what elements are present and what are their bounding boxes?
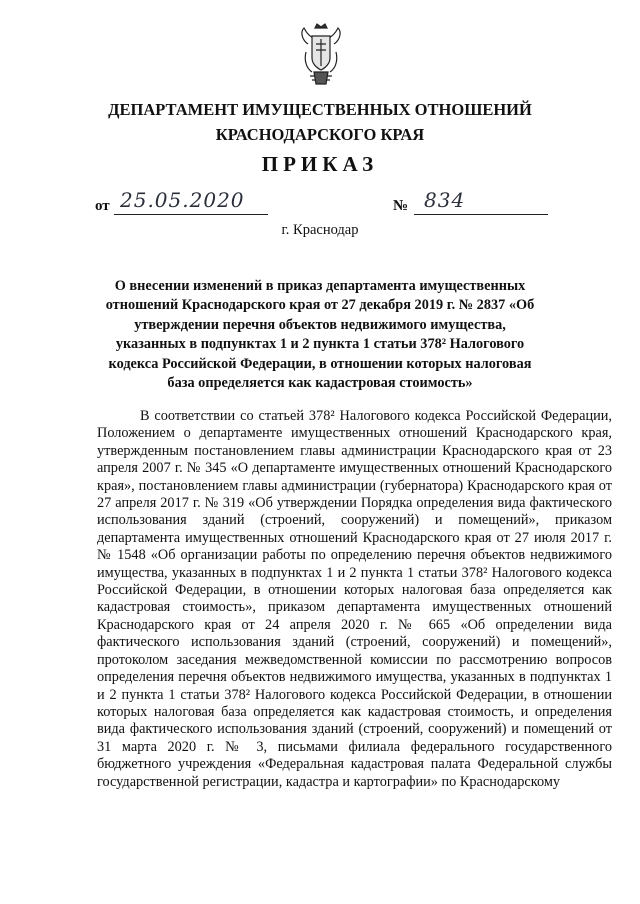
handwritten-number: 834 bbox=[424, 188, 466, 212]
body-paragraph: В соответствии со статьей 378² Налогового кодекса Российской Федерации, Положением о департаменте имущественных отношений Краснодарского края, утвержденным постановлением главы администрации Краснодарского края от 23 апреля 2007 г. № 345 «О департаменте имущественных отношений Краснодарского края», постановлением главы администрации (губернатора) Краснодарского края от 27 апреля 2017 г. № 319 «Об утверждении Порядка определения вида фактического использования зданий (строений, сооружений) и помещений», приказом департамента имущественных отношений Краснодарского края от 27 июля 2017 г. № 1548 «Об организации работы по определению перечня объектов недвижимого имущества, указанных в подпунктах 1 и 2 пункта 1 статьи 378² Налогового кодекса Российской Федерации, в отношении которых налоговая база определяется как кадастровая стоимость», приказом департамента имущественных отношений Краснодарского края от 24 апреля 2020 г. № 665 «Об определении вида фактического использования зданий (строений, сооружений) и помещений», протоколом заседания межведомственной комиссии по рассмотрению вопросов определения перечня объектов недвижимого имущества, указанных в подпунктах 1 и 2 пункта 1 статьи 378² Налогового кодекса Российской Федерации, в отношении которых налоговая база определяется как кадастровая стоимость, и определения вида фактического использования зданий (строений, сооружений) и помещений от 31 марта 2020 г. № 3, письмами филиала федерального государственного бюджетного учреждения «Федеральная кадастровая палата Федеральной службы государственной регистрации, кадастра и картографии» по Краснодарскому bbox=[97, 408, 612, 790]
number-line bbox=[414, 188, 548, 215]
org-name-line1: ДЕПАРТАМЕНТ ИМУЩЕСТВЕННЫХ ОТНОШЕНИЙ bbox=[108, 100, 532, 119]
document-type: ПРИКАЗ bbox=[261, 152, 379, 176]
handwritten-date: 25.05.2020 bbox=[120, 188, 245, 212]
date-label: от bbox=[95, 198, 110, 214]
city: г. Краснодар bbox=[281, 222, 359, 238]
coat-of-arms-emblem bbox=[298, 22, 344, 88]
document-title: О внесении изменений в приказ департамента имущественных отношений Краснодарского края от 27 декабря 2019 г. № 2837 «Об утверждении перечня объектов недвижимого имущества, указанных в подпунктах 1 и 2 пункта 1 статьи 378² Налогового кодекса Российской Федерации, в отношении которых налоговая база определяется как кадастровая стоимость» bbox=[105, 278, 535, 392]
date-number-row bbox=[0, 188, 640, 218]
date-line bbox=[114, 188, 268, 215]
number-label: № bbox=[393, 198, 409, 214]
org-name-line2: КРАСНОДАРСКОГО КРАЯ bbox=[215, 125, 425, 144]
